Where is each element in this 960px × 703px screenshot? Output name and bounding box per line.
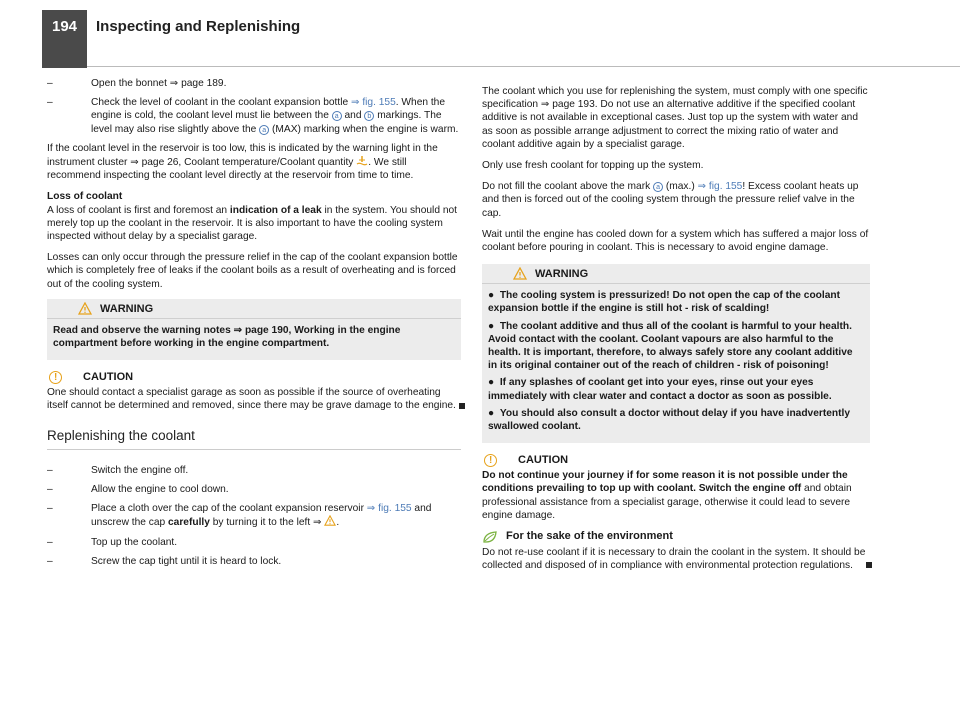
warning-triangle-icon [78,302,92,315]
step-text: . When the engine is cold, the coolant level must lie between the [91,97,446,122]
fresh-coolant-paragraph: Only use fresh coolant for topping up the system. [482,160,704,172]
loss-paragraph [47,204,461,244]
caution-text [482,469,870,522]
environment-body: Do not re-use coolant if it is necessary to drain the coolant in the system. It should be collected and disposed of in compliance with environmental protection regulations. [482,547,866,572]
dash-marker: – [47,536,53,548]
dash-marker: – [47,78,53,89]
list-item [47,555,461,568]
marker-a: a [653,182,663,192]
end-marker [866,562,872,568]
caution-body: and obtain professional assistance from a specialist garage, otherwise it could lead to severe engine damage. [482,483,852,521]
caution-bold: Do not continue your journey if for some reason it is not possible under the conditions prevailing to top up with coolant. Switch the engine off [482,470,848,495]
fig-link[interactable]: ⇒ fig. 155 [697,181,743,193]
warning-title: WARNING [535,268,589,281]
warning-body [47,319,461,360]
marker-b: b [364,111,374,121]
list-item [47,502,461,529]
environment-icon [482,530,498,544]
right-column [482,85,870,580]
warning-header [47,299,461,319]
para-bold: indication of a leak [229,204,322,216]
coolant-level-paragraph [47,142,461,183]
step-text: (MAX) marking when the engine is warm. [269,123,459,135]
step-text: Switch the engine off. [91,464,189,476]
caution-header [482,453,870,469]
warning-item-text: The coolant additive and thus all of the coolant is harmful to your health. Avoid contact with the coolant. Coolant vapours are also harmful to the health. It is important, therefore, to always safely store any coolant additive in its original container out of the reach of children - risk of poisoning! [488,320,853,372]
list-item [47,483,461,496]
caution-title: CAUTION [518,454,569,467]
warning-triangle-icon [324,515,336,526]
loss-paragraph-2: Losses can only occur through the pressure relief in the cap of the coolant expansion bottle which is completely free of leaks if the coolant boils as a result of overheating and is forced out of the cooling system. [47,252,458,290]
step-text: and [341,110,365,122]
fig-link[interactable]: ⇒ fig. 155 [366,503,412,515]
dash-marker: – [47,97,53,109]
fill-mark-paragraph [482,180,870,220]
list-item [47,96,461,136]
step-text: Check the level of coolant in the coolant expansion bottle [91,97,351,109]
dash-marker: – [47,484,53,496]
warning-item-text: You should also consult a doctor without delay if you have inadvertently swallowed coolant. [488,407,851,433]
warning-item [488,320,864,373]
caution-text [47,386,461,412]
para-text: ! Excess coolant heats up and then is forced out of the cooling system through the pressure relief valve in the cap. [482,181,859,219]
page-header [0,0,960,68]
list-item [47,536,461,549]
warning-text: Read and observe the warning notes ⇒ page 190, Working in the engine compartment before working in the engine compartment. [53,324,401,350]
bullet: ● [488,377,495,389]
caution-icon: ! [49,371,62,384]
step-text: . [336,517,340,529]
marker-a: a [332,111,342,121]
step-text: markings. The level may also rise slightly above the [91,110,442,135]
para-text: in the system. You should not merely top up the coolant in the reservoir. It is also important to have the cooling system inspected without delay by a specialist garage. [47,204,457,243]
spec-paragraph: The coolant which you use for replenishing the system, must comply with one specific specification ⇒ page 193. Do not use an alternative additive if the specified coolant additive is not available in exceptional cases. Just top up the system with water and as soon as possible arrange adjustment to correct the mixing ratio of water and coolant additive again by a specialist garage. [482,86,868,150]
warning-item [488,407,864,433]
para-text: Do not fill the coolant above the mark [482,181,654,193]
left-column [47,77,461,574]
section-title: Replenishing the coolant [47,429,461,450]
environment-text [482,546,870,572]
warning-item-text: The cooling system is pressurized! Do not open the cap of the coolant expansion bottle if the engine is still hot - risk of scalding! [488,290,841,315]
bullet: ● [488,407,495,419]
para-text: If the coolant level in the reservoir is too low, this is indicated by the warning light in the instrument cluster ⇒ page 26, Coolant temperature/Coolant quantity [47,142,438,169]
end-marker [459,403,465,409]
para-text: A loss of coolant is first and foremost an [47,204,230,216]
page-number: 194 [42,10,87,68]
step-text: Top up the coolant. [91,536,178,548]
bullet: ● [488,290,495,302]
step-text: Screw the cap tight until it is heard to lock. [91,555,282,567]
dash-marker: – [47,503,53,515]
bullet: ● [488,320,495,332]
caution-icon: ! [484,454,497,467]
step-bold: carefully [168,517,210,529]
warning-title: WARNING [100,302,154,315]
caution-header [47,370,461,386]
caution-title: CAUTION [83,371,134,384]
step-text: and unscrew the cap [91,503,432,529]
step-text: Allow the engine to cool down. [91,484,229,496]
warning-triangle-icon [513,267,527,280]
para-text: (max.) [663,181,698,193]
dash-marker: – [47,464,53,476]
marker-a: a [259,125,269,135]
warning-header [482,264,870,284]
warning-item [488,376,864,402]
cool-down-paragraph: Wait until the engine has cooled down for a system which has suffered a major loss of coolant before pouring in coolant. This is necessary to avoid engine damage. [482,228,869,254]
dash-marker: – [47,555,53,567]
warning-box [482,264,870,443]
coolant-warning-icon [356,155,368,166]
caution-body: One should contact a specialist garage as soon as possible if the source of overheating itself cannot be determined and removed, since there may be grave damage to the engine. [47,387,456,412]
header-divider [87,66,960,67]
warning-item-text: If any splashes of coolant get into your eyes, rinse out your eyes immediately with clear water and contact a doctor as soon as possible. [488,377,832,402]
page-title: Inspecting and Replenishing [96,18,301,35]
environment-title: For the sake of the environment [506,530,673,543]
step-open-bonnet: Open the bonnet ⇒ page 189. [91,78,227,89]
list-item [47,464,461,477]
para-text: . We still recommend inspecting the coolant level directly at the reservoir from time to time. [47,157,414,182]
loss-heading: Loss of coolant [47,191,123,203]
step-text: by turning it to the left ⇒ [209,517,325,529]
list-item [47,77,461,90]
fig-link[interactable]: ⇒ fig. 155 [350,97,396,109]
warning-body [482,284,870,443]
warning-item [488,289,864,315]
environment-header [482,530,870,546]
step-text: Place a cloth over the cap of the coolant expansion reservoir [91,503,367,515]
warning-box [47,299,461,360]
